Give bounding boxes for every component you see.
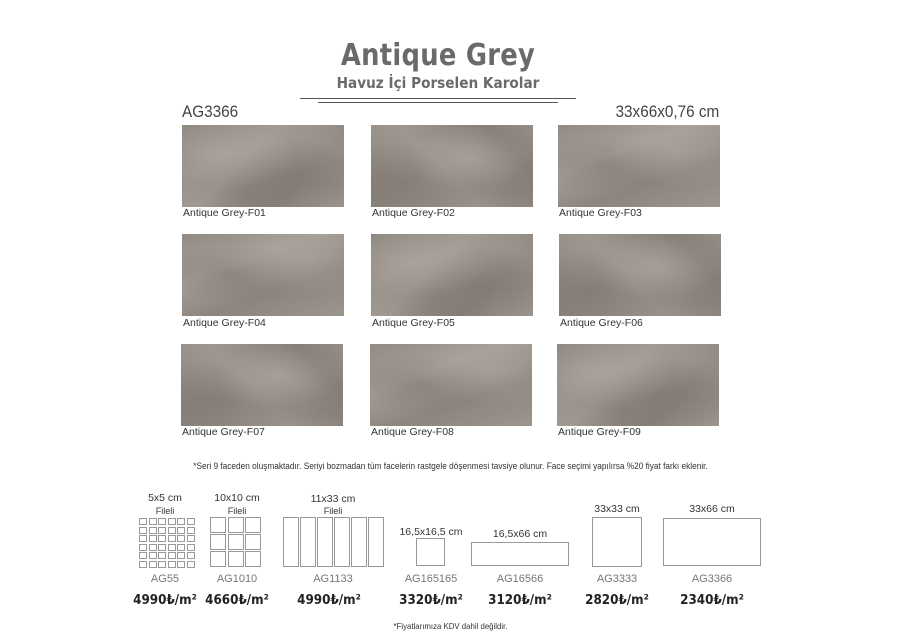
tile-outline-16-5x66 [471,542,569,566]
mosaic-cell [210,551,226,567]
product-sub: Fileli [155,506,175,516]
mosaic-cell [139,552,147,559]
mosaic-cell [158,544,166,551]
mosaic-cell [158,518,166,525]
product-size: 33x33 cm [594,503,640,515]
mosaic-cell [139,561,147,568]
mosaic-5x5 [139,518,194,566]
face-label: Antique Grey-F07 [182,426,265,438]
mosaic-cell [187,535,195,542]
mosaic-cell [168,552,176,559]
mosaic-cell [187,552,195,559]
product-code: AG3333 [596,573,638,585]
footnote: *Fiyatlarımıza KDV dahil değildir. [393,621,508,631]
face-label: Antique Grey-F01 [183,207,266,219]
product-size: 33x66 cm [689,503,735,515]
product-code: AG165165 [404,573,458,585]
series-note: *Seri 9 faceden oluşmaktadır. Seriyi bozmadan tüm facelerin rastgele döşenmesi tavsiye olunur. Face seçimi yapılırsa %20 fiyat farkı eklenir. [193,461,708,471]
mosaic-cell [187,561,195,568]
mosaic-cell [139,535,147,542]
mosaic-cell [210,534,226,550]
mosaic-cell [177,544,185,551]
series-code: AG3366 [182,102,239,121]
mosaic-cell [177,535,185,542]
mosaic-cell [168,518,176,525]
page-title: Antique Grey [340,38,536,73]
mosaic-cell [168,535,176,542]
product-price: 2820₺/m² [585,593,649,608]
face-tile [182,125,344,207]
face-tile [558,125,720,207]
title-rule-bottom [318,102,558,103]
title-rule-top [300,98,576,99]
mosaic-cell [245,517,261,533]
product-size: 10x10 cm [214,492,260,504]
face-tile [559,234,721,316]
face-label: Antique Grey-F03 [559,207,642,219]
mosaic-cell [149,527,157,534]
strip-cell [368,517,384,567]
mosaic-cell [139,544,147,551]
mosaic-cell [228,551,244,567]
strip-cell [334,517,350,567]
product-code: AG55 [150,573,180,585]
mosaic-cell [210,517,226,533]
mosaic-cell [139,527,147,534]
product-price: 3320₺/m² [399,593,463,608]
face-label: Antique Grey-F02 [372,207,455,219]
mosaic-cell [228,517,244,533]
series-size: 33x66x0,76 cm [615,102,719,121]
face-tile [557,344,719,426]
product-size: 16,5x16,5 cm [399,526,463,538]
mosaic-cell [158,527,166,534]
mosaic-cell [245,551,261,567]
mosaic-cell [245,534,261,550]
mosaic-cell [177,518,185,525]
face-tile [181,344,343,426]
mosaic-cell [139,518,147,525]
mosaic-cell [168,544,176,551]
mosaic-cell [149,552,157,559]
product-code: AG1133 [313,573,353,585]
product-price: 2340₺/m² [680,593,744,608]
face-tile [370,344,532,426]
product-code: AG1010 [216,573,258,585]
mosaic-cell [187,518,195,525]
product-sub: Fileli [323,506,343,516]
product-sub: Fileli [227,506,247,516]
mosaic-cell [168,527,176,534]
face-label: Antique Grey-F08 [371,426,454,438]
strips-11x33 [283,517,384,567]
face-tile [371,125,533,207]
product-price: 3120₺/m² [488,593,552,608]
mosaic-cell [177,527,185,534]
mosaic-cell [228,534,244,550]
mosaic-cell [149,561,157,568]
tile-outline-33x33 [592,517,642,567]
tile-outline-33x66 [663,518,761,566]
strip-cell [317,517,333,567]
mosaic-cell [158,552,166,559]
strip-cell [300,517,316,567]
face-label: Antique Grey-F05 [372,317,455,329]
face-label: Antique Grey-F09 [558,426,641,438]
page-subtitle: Havuz İçi Porselen Karolar [336,74,540,92]
mosaic-cell [187,527,195,534]
mosaic-10x10 [210,517,262,568]
face-label: Antique Grey-F06 [560,317,643,329]
face-tile [371,234,533,316]
mosaic-cell [177,552,185,559]
product-size: 5x5 cm [148,492,182,504]
product-size: 11x33 cm [310,493,356,505]
product-price: 4660₺/m² [205,593,269,608]
face-label: Antique Grey-F04 [183,317,266,329]
product-code: AG3366 [691,573,733,585]
mosaic-cell [187,544,195,551]
face-tile [182,234,344,316]
strip-cell [351,517,367,567]
mosaic-cell [149,544,157,551]
mosaic-cell [177,561,185,568]
strip-cell [283,517,299,567]
product-price: 4990₺/m² [297,593,361,608]
product-size: 16,5x66 cm [492,528,548,540]
tile-outline-16-5x16-5 [416,538,445,566]
mosaic-cell [158,561,166,568]
mosaic-cell [168,561,176,568]
product-code: AG16566 [496,573,544,585]
mosaic-cell [158,535,166,542]
mosaic-cell [149,518,157,525]
mosaic-cell [149,535,157,542]
product-price: 4990₺/m² [133,593,197,608]
